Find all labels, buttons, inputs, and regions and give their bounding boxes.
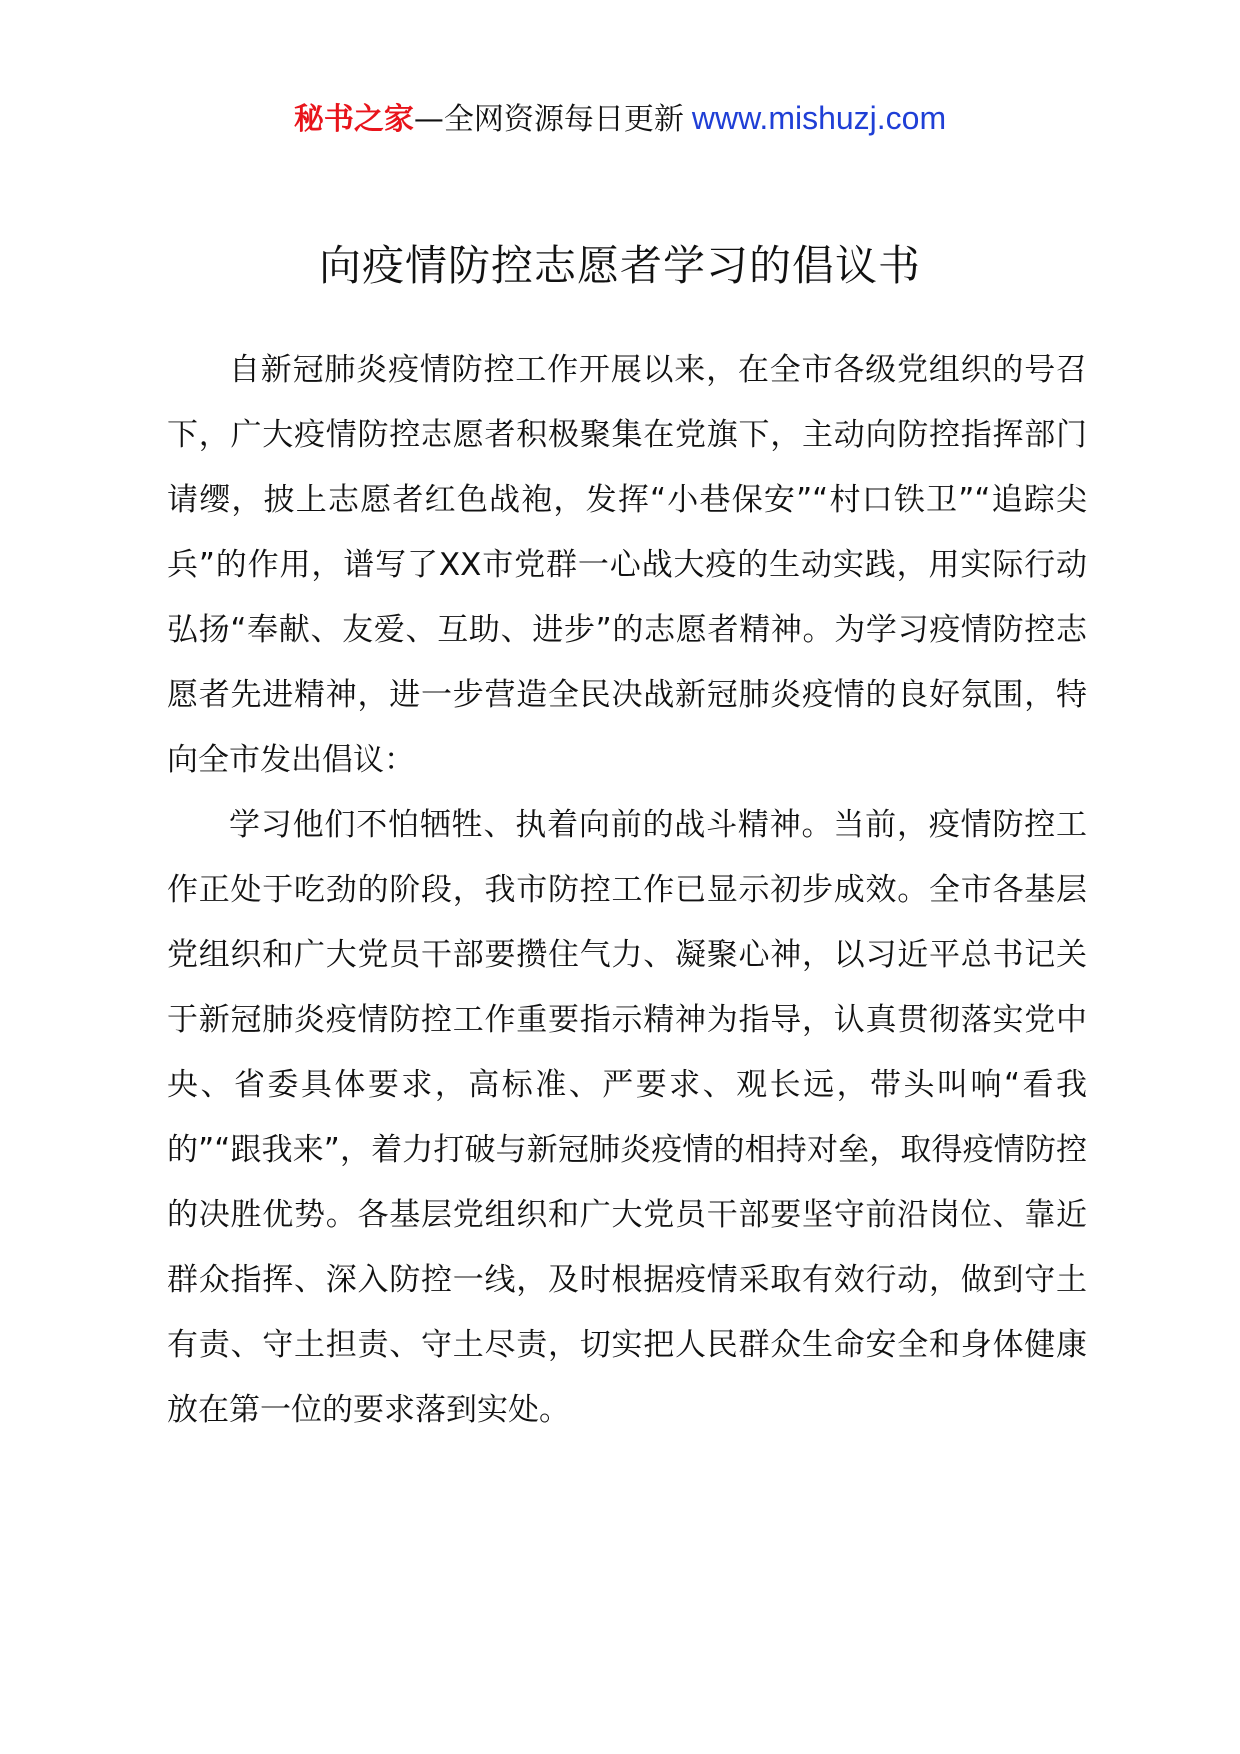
document-title: 向疫情防控志愿者学习的倡议书 <box>318 241 921 290</box>
paragraph-learn-spirit: 学习他们不怕牺牲、执着向前的战斗精神。当前，疫情防控工作正处于吃劲的阶段，我市防控工作已显示初步成效。全市各基层党组织和广大党员干部要攒住气力、凝聚心神，以习近平总书记关于新冠肺炎疫情防控工作重要指示精神为指导，认真贯彻落实党中央、省委具体要求，高标准、严要求、观长远，带头叫响“看我的”“跟我来”，着力打破与新冠肺炎疫情的相持对垒，取得疫情防控的决胜优势。各基层党组织和广大党员干部要坚守前沿岗位、靠近群众指挥、深入防控一线，及时根据疫情采取有效行动，做到守土有责、守土担责、守土尽责，切实把人民群众生命安全和身体健康放在第一位的要求落到实处。 <box>167 807 1087 1428</box>
document-body <box>167 338 1087 1443</box>
site-tagline: —全网资源每日更新 <box>413 102 684 137</box>
site-url-link[interactable]: www.mishuzj.com <box>691 100 947 136</box>
site-header <box>0 98 1240 140</box>
paragraph-intro: 自新冠肺炎疫情防控工作开展以来，在全市各级党组织的号召下，广大疫情防控志愿者积极聚集在党旗下，主动向防控指挥部门请缨，披上志愿者红色战袍，发挥“小巷保安”“村口铁卫”“追踪尖兵”的作用，谱写了XX市党群一心战大疫的生动实践，用实际行动弘扬“奉献、友爱、互助、进步”的志愿者精神。为学习疫情防控志愿者先进精神，进一步营造全民决战新冠肺炎疫情的良好氛围，特向全市发出倡议： <box>167 352 1087 778</box>
site-brand: 秘书之家 <box>293 102 414 137</box>
